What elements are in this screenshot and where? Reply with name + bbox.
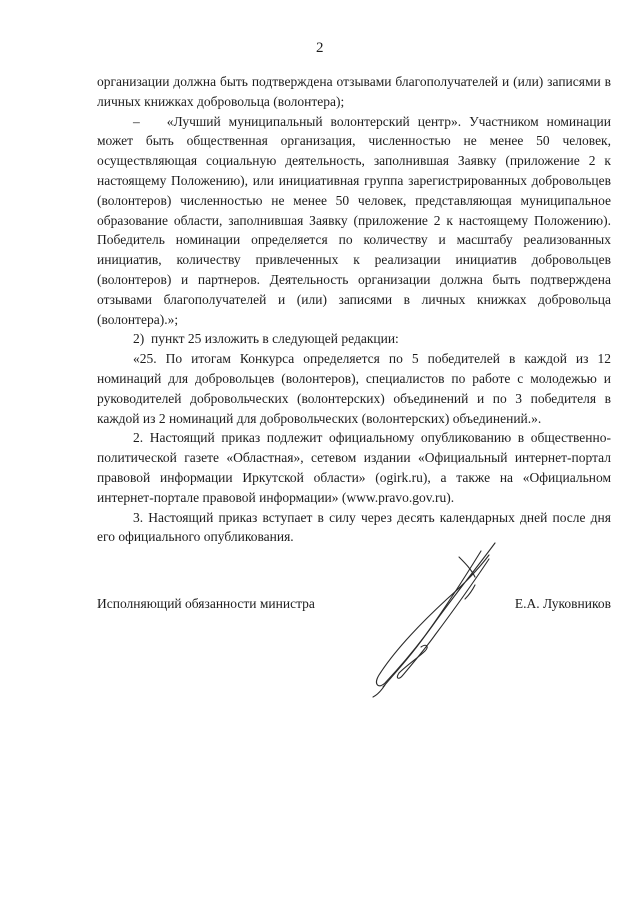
signature-block <box>97 594 611 614</box>
paragraph-continuation: организации должна быть подтверждена отзывами благополучателей и (или) записями в личных книжках добровольца (волонтера); <box>97 74 611 109</box>
paragraph-publication: 2. Настоящий приказ подлежит официальному опубликованию в общественно-политической газете «Областная», сетевом издании «Официальный интернет-портал правовой информации Иркутской области» (ogirk.ru), а также на «Официальном интернет-портале правовой информации» (www.pravo.gov.ru). <box>97 430 611 505</box>
paragraph-effective-date: 3. Настоящий приказ вступает в силу через десять календарных дней после дня его официального опубликования. <box>97 509 611 545</box>
paragraph-item-25-intro: 2) пункт 25 изложить в следующей редакции: <box>133 331 399 347</box>
document-body <box>97 72 611 547</box>
signatory-name: Е.А. Луковников <box>514 596 611 611</box>
signatory-position: Исполняющий обязанности министра <box>97 596 315 611</box>
paragraph-item-25-text: «25. По итогам Конкурса определяется по 5 победителей в каждой из 12 номинаций для добровольцев (волонтеров), специалистов по работе с молодежью и руководителей добровольческих (волонтерских) объединений и по 3 победителя в каждой из 2 номинаций для добровольческих (волонтерских) объединений.». <box>97 351 611 426</box>
paragraph-volunteer-center-nomination: – «Лучший муниципальный волонтерский центр». Участником номинации может быть общественная организация, численностью не менее 50 человек, осуществляющая социальную деятельность, заполнившая Заявку (приложение 2 к настоящему Положению), или инициативная группа зарегистрированных добровольцев (волонтеров) численностью не менее 50 человек, представляющая муниципальное образование области, заполнившая Заявку (приложение 2 к настоящему Положению). Победитель номинации определяется по количеству и масштабу реализованных инициатив, количеству привлеченных к реализации инициатив добровольцев (волонтеров) и партнеров. Деятельность организации должна быть подтверждена отзывами благополучателей и (или) записями в личных книжках добровольца (волонтера).»; <box>97 113 611 327</box>
page-number: 2 <box>316 40 324 56</box>
